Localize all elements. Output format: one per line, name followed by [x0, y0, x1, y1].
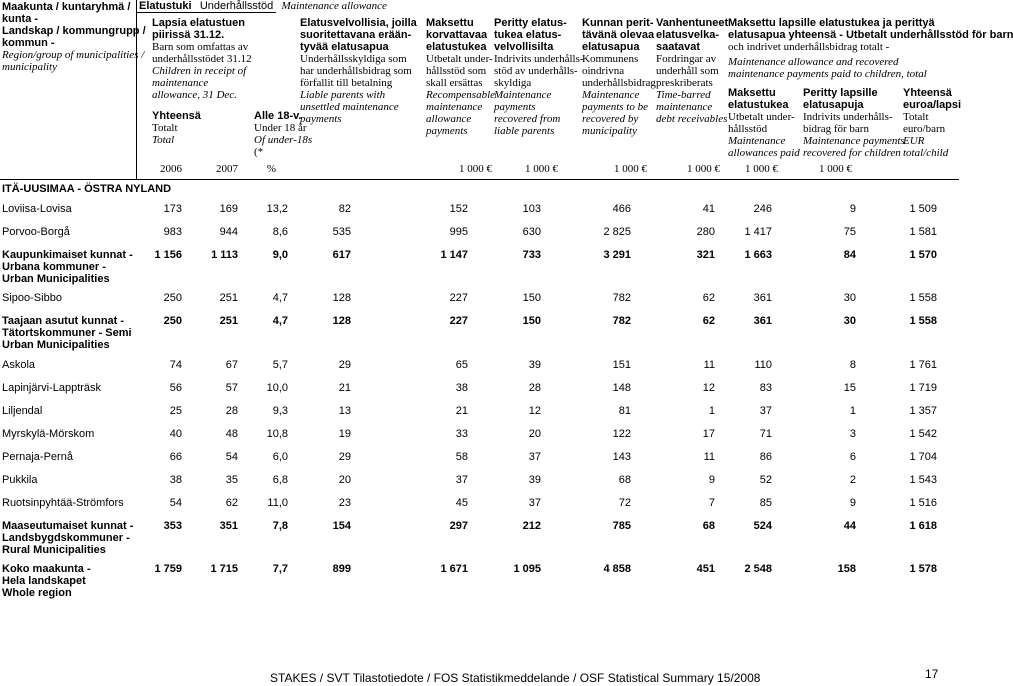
table-cell: 71: [759, 428, 772, 440]
table-cell: 8,6: [272, 226, 288, 238]
table-cell: 246: [753, 203, 772, 215]
table-cell: 23: [338, 497, 351, 509]
table-cell: 30: [843, 292, 856, 304]
table-cell: 150: [522, 315, 541, 327]
table-cell: 29: [338, 451, 351, 463]
table-cell: 68: [702, 520, 715, 532]
row-label-line: Taajaan asutut kunnat -: [2, 315, 125, 327]
table-cell: 158: [837, 563, 856, 575]
region-heading: ITÄ-UUSIMAA - ÖSTRA NYLAND: [2, 183, 172, 195]
table-cell: 1 543: [909, 474, 937, 486]
row-label-line: Landsbygdskommuner -: [2, 532, 130, 544]
table-cell: 2 548: [744, 563, 772, 575]
row-label-line: Maaseutumaiset kunnat -: [2, 520, 134, 532]
table-cell: 782: [612, 315, 631, 327]
table-cell: 19: [338, 428, 351, 440]
table-cell: 1: [708, 405, 715, 417]
table-cell: 251: [219, 292, 238, 304]
table-cell: 1 147: [440, 249, 468, 261]
table-cell: 1 663: [744, 249, 772, 261]
table-cell: 617: [332, 249, 351, 261]
row-label-line: Kaupunkimaiset kunnat -: [2, 249, 133, 261]
table-cell: 28: [225, 405, 238, 417]
table-cell: 62: [702, 315, 715, 327]
table-cell: 6: [849, 451, 856, 463]
row-label-line: Rural Municipalities: [2, 544, 106, 556]
page-number: 17: [925, 667, 939, 681]
row-label-line: Lapinjärvi-Lappträsk: [2, 382, 102, 394]
unit-col2: 1 000 €: [459, 163, 492, 175]
table-cell: 524: [753, 520, 772, 532]
row-label-line: Urban Municipalities: [2, 339, 110, 351]
table-cell: 733: [522, 249, 541, 261]
table-cell: 1 618: [909, 520, 937, 532]
table-cell: 250: [163, 292, 182, 304]
table-cell: 1 542: [909, 428, 937, 440]
table-cell: 361: [753, 315, 772, 327]
table-cell: 154: [332, 520, 351, 532]
group-title: Elatustuki Underhållsstöd Maintenance allowance: [139, 0, 387, 12]
row-label-line: Pukkila: [2, 474, 38, 486]
table-cell: 1 509: [909, 203, 937, 215]
table-cell: 451: [696, 563, 715, 575]
table-cell: 1: [849, 405, 856, 417]
row-label-line: Myrskylä-Mörskom: [2, 428, 95, 440]
table-cell: 1 581: [909, 226, 937, 238]
table-cell: 25: [169, 405, 182, 417]
table-cell: 11: [703, 359, 715, 371]
table-cell: 82: [338, 203, 351, 215]
table-cell: 212: [522, 520, 541, 532]
table-cell: 37: [528, 451, 541, 463]
row-label-line: Ruotsinpyhtää-Strömfors: [2, 497, 124, 509]
table-cell: 103: [522, 203, 541, 215]
region-col-heading-en: Region/group of municipalities / municipality: [2, 49, 145, 73]
table-cell: 173: [163, 203, 182, 215]
table-cell: 227: [449, 315, 468, 327]
table-cell: 983: [163, 226, 182, 238]
table-cell: 1 671: [440, 563, 468, 575]
table-cell: 351: [219, 520, 238, 532]
table-cell: 44: [843, 520, 856, 532]
table-cell: 20: [528, 428, 541, 440]
unit-2007: 2007: [216, 163, 238, 175]
table-cell: 110: [754, 359, 772, 371]
unit-sub2: 1 000 €: [819, 163, 852, 175]
table-cell: 83: [759, 382, 772, 394]
row-label-line: Sipoo-Sibbo: [2, 292, 62, 304]
right-title: Maksettu lapsille elatustukea ja perittyä elatusapua yhteensä - Utbetalt underhållsstöd för barn och indrivet underhållsbidrag totalt - Maintenance allowance and recovered maintenance payments paid to children, total: [728, 17, 1013, 80]
table-cell: 361: [753, 292, 772, 304]
table-cell: 54: [169, 497, 182, 509]
table-cell: 128: [332, 292, 351, 304]
table-cell: 297: [449, 520, 468, 532]
row-label-line: Loviisa-Lovisa: [2, 203, 72, 215]
table-cell: 37: [455, 474, 468, 486]
table-cell: 41: [702, 203, 715, 215]
table-cell: 353: [163, 520, 182, 532]
table-cell: 7,8: [272, 520, 288, 532]
table-cell: 122: [612, 428, 631, 440]
table-cell: 1 095: [513, 563, 541, 575]
table-cell: 630: [522, 226, 541, 238]
under18-heading: Alle 18-v. Under 18 år Of under-18s (*: [254, 110, 313, 158]
table-cell: 466: [612, 203, 631, 215]
table-cell: 84: [843, 249, 856, 261]
table-cell: 62: [702, 292, 715, 304]
table-cell: 17: [702, 428, 715, 440]
table-cell: 8: [849, 359, 856, 371]
table-cell: 143: [612, 451, 631, 463]
table-cell: 1 357: [909, 405, 937, 417]
unit-col5: 1 000 €: [687, 163, 720, 175]
col-liable-parents: Elatusvelvollisia, joilla suoritettavana erään- tyvää elatusapua Underhållsskyldiga som har underhållsbidrag som förfallit till betalning Liable parents with unsettled maintenance payments: [300, 17, 417, 125]
table-cell: 13,2: [266, 203, 288, 215]
row-label-line: Whole region: [2, 587, 72, 599]
table-cell: 782: [612, 292, 631, 304]
table-cell: 7,7: [272, 563, 288, 575]
table-cell: 52: [759, 474, 772, 486]
col-time-barred: Vanhentuneet elatusvelka- saatavat Fordringar av underhåll som preskriberats Time-barred maintenance debt receivables: [656, 17, 729, 125]
table-cell: 56: [169, 382, 182, 394]
table-cell: 1 759: [154, 563, 182, 575]
table-cell: 251: [219, 315, 238, 327]
table-cell: 152: [449, 203, 468, 215]
col-recompensable: Maksettu korvattavaa elatustukea Utbetalt under- hållsstöd som skall ersättas Recompensable maintenance allowance payments: [426, 17, 496, 137]
table-cell: 227: [449, 292, 468, 304]
row-label-line: Porvoo-Borgå: [2, 226, 70, 238]
table-cell: 148: [612, 382, 631, 394]
table-cell: 995: [449, 226, 468, 238]
table-cell: 6,0: [272, 451, 288, 463]
table-cell: 9: [849, 203, 856, 215]
table-cell: 38: [169, 474, 182, 486]
table-cell: 280: [696, 226, 715, 238]
table-cell: 12: [702, 382, 715, 394]
unit-col3: 1 000 €: [525, 163, 558, 175]
table-cell: 321: [696, 249, 715, 261]
table-cell: 899: [332, 563, 351, 575]
table-cell: 40: [169, 428, 182, 440]
table-cell: 86: [759, 451, 772, 463]
table-cell: 11: [703, 451, 715, 463]
col-to-be-recovered: Kunnan perit- tävänä olevaa elatusapua Kommunens oindrivna underhållsbidrag Maintenance payments to be recovered by municipality: [582, 17, 656, 137]
header-bottom-rule: [0, 179, 959, 180]
table-cell: 68: [618, 474, 631, 486]
unit-sub1: 1 000 €: [745, 163, 778, 175]
table-cell: 4 858: [603, 563, 631, 575]
row-label-line: Koko maakunta -: [2, 563, 91, 575]
table-cell: 13: [338, 405, 351, 417]
sub-allowances-paid: Maksettu elatustukea Utbetalt under- hållsstöd Maintenance allowances paid: [728, 87, 800, 159]
table-cell: 30: [843, 315, 856, 327]
table-cell: 48: [225, 428, 238, 440]
table-cell: 66: [169, 451, 182, 463]
row-label-line: Tätortskommuner - Semi: [2, 327, 132, 339]
table-cell: 74: [169, 359, 182, 371]
table-cell: 128: [332, 315, 351, 327]
table-cell: 81: [618, 405, 631, 417]
table-cell: 169: [219, 203, 238, 215]
table-cell: 37: [528, 497, 541, 509]
table-cell: 1 156: [154, 249, 182, 261]
table-cell: 21: [455, 405, 468, 417]
table-cell: 2 825: [603, 226, 631, 238]
table-cell: 4,7: [272, 315, 288, 327]
recipients-heading: Lapsia elatustuen piirissä 31.12. Barn som omfattas av underhållsstödet 31.12 Children in receipt of maintenance allowance, 31 Dec.: [152, 17, 252, 101]
unit-2006: 2006: [160, 163, 182, 175]
table-cell: 33: [455, 428, 468, 440]
table-cell: 1 715: [210, 563, 238, 575]
table-cell: 1 761: [909, 359, 937, 371]
sub-recovered-children: Peritty lapsille elatusapuja Indrivits underhålls- bidrag för barn Maintenance payments recovered for children: [803, 87, 905, 159]
table-cell: 535: [332, 226, 351, 238]
row-label-line: Urbana kommuner -: [2, 261, 106, 273]
col-recovered: Peritty elatus- tukea elatus- velvollisilta Indrivits underhålls- stöd av underhålls- skyldiga Maintenance payments recovered from liable parents: [494, 17, 584, 137]
table-cell: 15: [843, 382, 856, 394]
table-cell: 21: [338, 382, 351, 394]
row-label-line: Hela landskapet: [2, 575, 86, 587]
table-cell: 58: [455, 451, 468, 463]
table-cell: 2: [849, 474, 856, 486]
table-cell: 11,0: [267, 497, 288, 509]
table-cell: 65: [455, 359, 468, 371]
table-cell: 1 113: [211, 249, 238, 261]
table-cell: 785: [612, 520, 631, 532]
table-cell: 3: [849, 428, 856, 440]
table-cell: 54: [225, 451, 238, 463]
table-cell: 151: [612, 359, 631, 371]
region-col-heading: Maakunta / kuntaryhmä / kunta - Landskap / kommungrupp / kommun -: [2, 1, 146, 49]
table-cell: 1 558: [909, 315, 937, 327]
table-cell: 7: [708, 497, 715, 509]
footer-text: STAKES / SVT Tilastotiedote / FOS Statistikmeddelande / OSF Statistical Summary 15/2008: [270, 671, 761, 685]
table-cell: 1 558: [909, 292, 937, 304]
table-cell: 62: [225, 497, 238, 509]
table-cell: 85: [759, 497, 772, 509]
table-cell: 250: [163, 315, 182, 327]
sub-total-per-child: Yhteensä euroa/lapsi Totalt euro/barn EUR total/child: [903, 87, 962, 159]
table-cell: 10,0: [266, 382, 288, 394]
table-cell: 35: [225, 474, 238, 486]
table-cell: 5,7: [272, 359, 288, 371]
table-cell: 57: [225, 382, 238, 394]
table-cell: 39: [528, 359, 541, 371]
table-cell: 12: [528, 405, 541, 417]
table-cell: 75: [843, 226, 856, 238]
header-top-rule: [136, 12, 276, 13]
table-cell: 9,0: [272, 249, 288, 261]
table-cell: 9: [849, 497, 856, 509]
table-cell: 29: [338, 359, 351, 371]
table-cell: 9,3: [272, 405, 288, 417]
row-label-line: Pernaja-Pernå: [2, 451, 73, 463]
table-cell: 37: [759, 405, 772, 417]
table-cell: 1 570: [909, 249, 937, 261]
table-cell: 1 578: [909, 563, 937, 575]
unit-col4: 1 000 €: [614, 163, 647, 175]
row-label-line: Urban Municipalities: [2, 273, 110, 285]
row-label-line: Liljendal: [2, 405, 43, 417]
table-cell: 38: [455, 382, 468, 394]
table-cell: 4,7: [272, 292, 288, 304]
table-cell: 72: [618, 497, 631, 509]
table-cell: 1 417: [744, 226, 772, 238]
table-cell: 1 719: [909, 382, 937, 394]
table-cell: 10,8: [266, 428, 288, 440]
row-label-line: Askola: [2, 359, 36, 371]
table-cell: 3 291: [603, 249, 631, 261]
table-cell: 6,8: [272, 474, 288, 486]
recipients-total: Yhteensä Totalt Total: [152, 110, 201, 146]
table-cell: 944: [219, 226, 238, 238]
table-cell: 39: [528, 474, 541, 486]
table-cell: 67: [225, 359, 238, 371]
table-cell: 150: [522, 292, 541, 304]
table-cell: 9: [708, 474, 715, 486]
unit-pct: %: [266, 163, 276, 175]
table-cell: 20: [338, 474, 351, 486]
table-cell: 1 516: [909, 497, 937, 509]
table-cell: 45: [455, 497, 468, 509]
table-cell: 1 704: [909, 451, 937, 463]
table-cell: 28: [528, 382, 541, 394]
